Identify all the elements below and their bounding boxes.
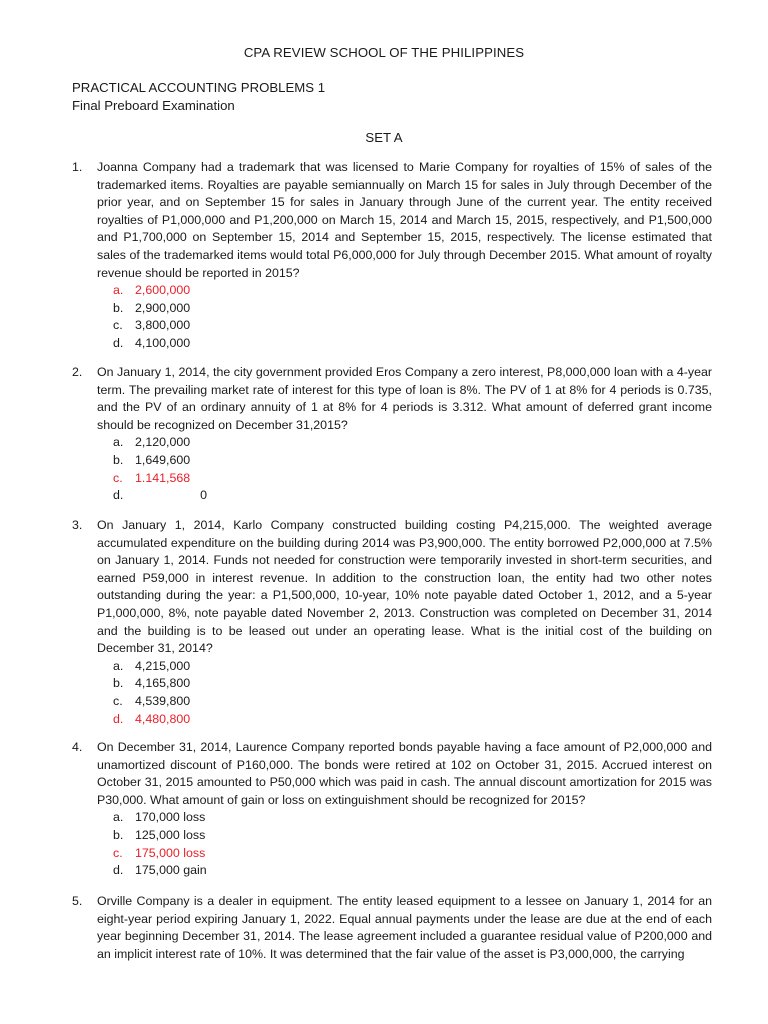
option-letter: d. <box>113 488 124 503</box>
answer-options <box>113 809 712 879</box>
option-letter: b. <box>113 676 124 691</box>
question-3 <box>72 517 712 728</box>
option-value: 3,800,000 <box>135 318 191 333</box>
option-b <box>113 675 712 693</box>
option-d <box>113 862 712 880</box>
question-number: 2. <box>72 365 83 379</box>
option-c <box>113 845 712 863</box>
question-number: 4. <box>72 740 83 754</box>
option-value: 0 <box>200 488 207 503</box>
set-label: SET A <box>365 130 403 145</box>
question-number: 5. <box>72 894 83 908</box>
option-value: 125,000 loss <box>135 827 206 842</box>
option-value: 4,165,800 <box>135 676 191 691</box>
question-text: On December 31, 2014, Laurence Company reported bonds payable having a face amount of P2,000,000 and unamortized discount of P160,000. The bonds were retired at 102 on October 31, 2015. Accrued interest on October 31, 2015 amounted to P50,000 which was paid in cash. The annual discount amortization for 2015 was P30,000. What amount of gain or loss on extinguishment should be recognized for 2015? <box>97 740 712 807</box>
option-d <box>113 711 712 729</box>
question-number: 3. <box>72 518 83 532</box>
answer-options <box>113 282 712 352</box>
option-letter: a. <box>113 810 124 825</box>
option-value: 1.141,568 <box>135 470 191 485</box>
option-c <box>113 693 712 711</box>
option-a <box>113 282 712 300</box>
option-letter: a. <box>113 435 124 450</box>
option-letter: a. <box>113 658 124 673</box>
option-b <box>113 300 712 318</box>
option-value: 2,120,000 <box>135 435 191 450</box>
option-value: 4,215,000 <box>135 658 191 673</box>
option-letter: d. <box>113 335 124 350</box>
option-letter: d. <box>113 711 124 726</box>
option-value: 170,000 loss <box>135 810 206 825</box>
question-text: Joanna Company had a trademark that was licensed to Marie Company for royalties of 15% of sales of the trademarked items. Royalties are payable semiannually on March 15 for sales in July through December of the prior year, and on September 15 for sales in January through June of the current year. The entity received royalties of P1,000,000 and P1,200,000 on March 15, 2014 and March 15, 2015, respectively, and P1,500,000 and P1,700,000 on September 15, 2014 and September 15, 2015, respectively. The license estimated that sales of the trademarked items would total P6,000,000 for July through December 2015. What amount of royalty revenue should be reported in 2015? <box>97 160 712 280</box>
option-letter: c. <box>113 693 123 708</box>
option-letter: a. <box>113 283 124 298</box>
option-value: 4,480,800 <box>135 711 191 726</box>
question-2 <box>72 364 712 505</box>
option-a <box>113 658 712 676</box>
option-value: 4,100,000 <box>135 335 191 350</box>
school-name: CPA REVIEW SCHOOL OF THE PHILIPPINES <box>243 45 525 60</box>
option-letter: d. <box>113 863 124 878</box>
question-5 <box>72 893 712 963</box>
option-d <box>113 335 712 353</box>
option-value: 2,900,000 <box>135 300 191 315</box>
option-letter: c. <box>113 470 123 485</box>
answer-options <box>113 658 712 728</box>
option-letter: b. <box>113 452 124 467</box>
option-b <box>113 452 712 470</box>
option-value: 175,000 loss <box>135 845 206 860</box>
subject-title: PRACTICAL ACCOUNTING PROBLEMS 1 <box>72 80 326 95</box>
option-value: 4,539,800 <box>135 693 191 708</box>
option-value: 175,000 gain <box>135 863 207 878</box>
option-a <box>113 434 712 452</box>
exam-title: Final Preboard Examination <box>72 98 235 113</box>
option-letter: b. <box>113 827 124 842</box>
question-text: Orville Company is a dealer in equipment. The entity leased equipment to a lessee on January 1, 2014 for an eight-year period expiring January 1, 2022. Equal annual payments under the lease are due at the end of each year beginning December 31, 2014. The lease agreement included a guarantee residual value of P200,000 and an implicit interest rate of 10%. It was determined that the fair value of the asset is P3,000,000, the carrying <box>97 894 712 961</box>
option-value: 2,600,000 <box>135 283 191 298</box>
option-b <box>113 827 712 845</box>
option-value: 1,649,600 <box>135 452 191 467</box>
question-number: 1. <box>72 160 83 174</box>
exam-header <box>72 79 325 115</box>
answer-options <box>113 434 712 504</box>
question-4 <box>72 739 712 880</box>
option-c <box>113 470 712 488</box>
question-text: On January 1, 2014, the city government provided Eros Company a zero interest, P8,000,000 loan with a 4-year term. The prevailing market rate of interest for this type of loan is 8%. The PV of 1 at 8% for 4 periods is 0.735, and the PV of an ordinary annuity of 1 at 8% for 4 periods is 3.312. What amount of deferred grant income should be recognized on December 31,2015? <box>97 365 712 432</box>
question-text: On January 1, 2014, Karlo Company constructed building costing P4,215,000. The weighted average accumulated expenditure on the building during 2014 was P3,900,000. The entity borrowed P2,000,000 at 7.5% on January 1, 2014. Funds not needed for construction were temporarily invested in short-term securities, and earned P59,000 in interest revenue. In addition to the construction loan, the entity had two other notes outstanding during the year: a P1,500,000, 10-year, 10% note payable dated October 1, 2012, and a 5-year P1,000,000, 8%, note payable dated November 2, 2013. Construction was completed on December 31, 2014 and the building is to be leased out under an operating lease. What is the initial cost of the building on December 31, 2014? <box>97 518 712 656</box>
option-a <box>113 809 712 827</box>
option-letter: c. <box>113 318 123 333</box>
option-d <box>113 487 712 505</box>
question-1 <box>72 159 712 353</box>
option-c <box>113 317 712 335</box>
option-letter: c. <box>113 845 123 860</box>
option-letter: b. <box>113 300 124 315</box>
